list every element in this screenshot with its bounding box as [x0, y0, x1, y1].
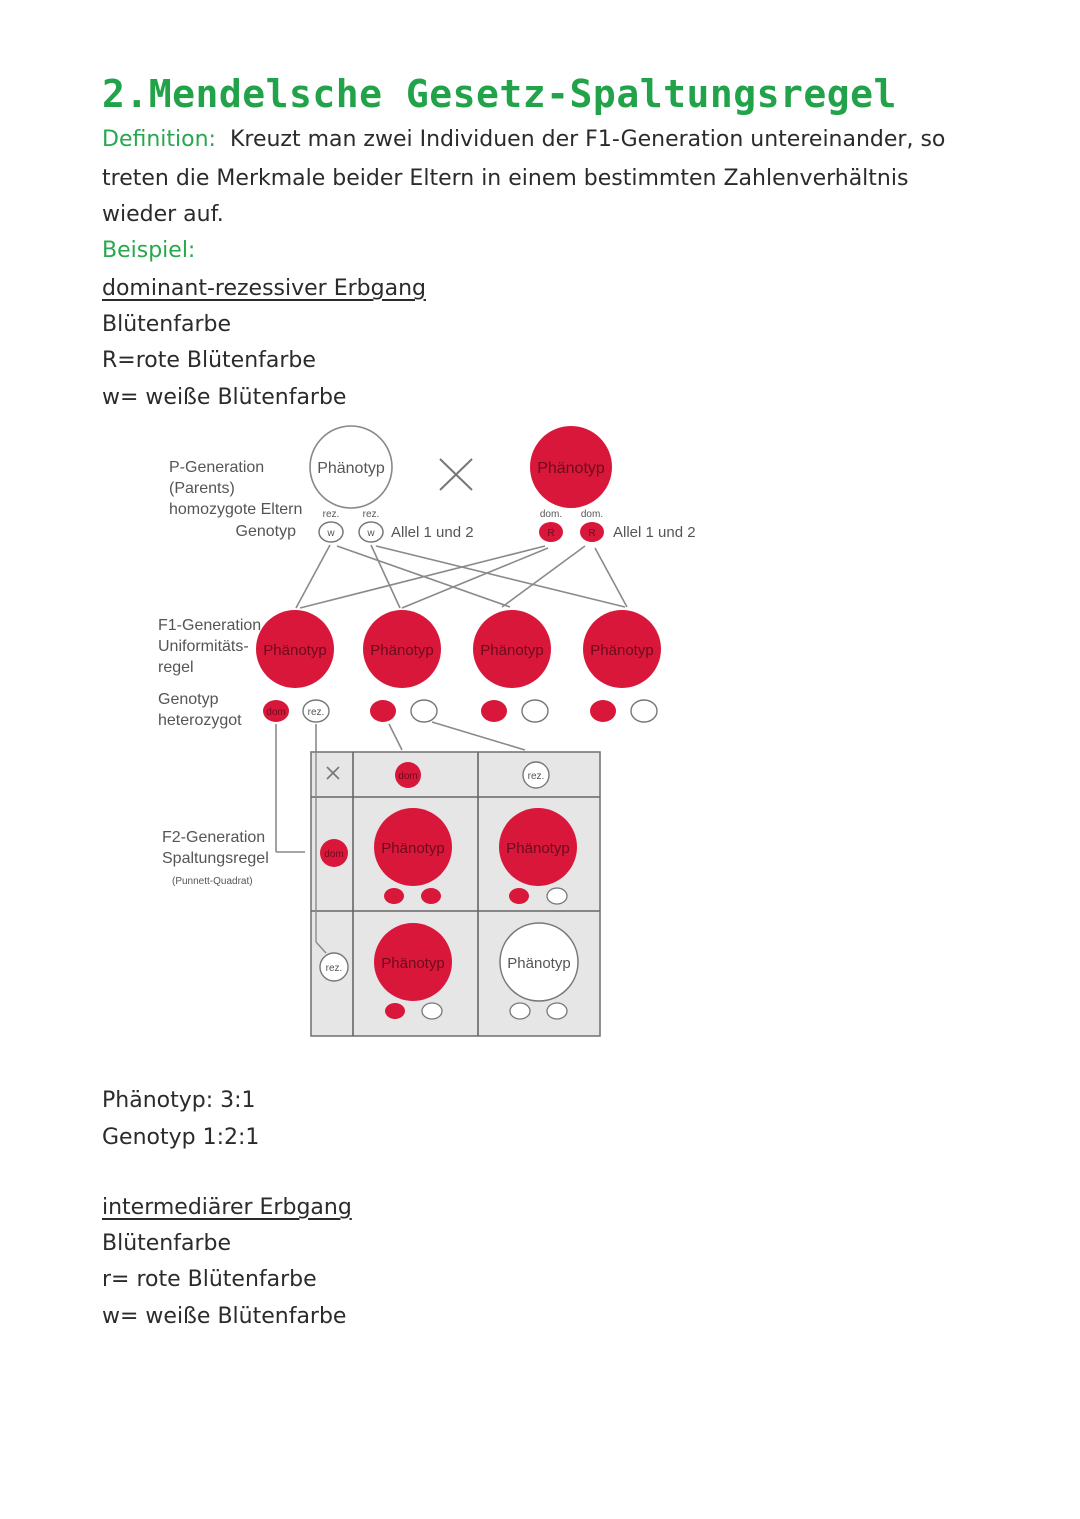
- allele-dom: [421, 888, 441, 904]
- f1-phenotype-label: Phänotyp: [370, 642, 434, 659]
- red-parent-phenotype: Phänotyp: [537, 460, 605, 477]
- punnett-square-label: (Punnett-Quadrat): [172, 876, 253, 887]
- allele-R-label: R: [588, 528, 596, 539]
- f1-phenotype-label: Phänotyp: [480, 642, 544, 659]
- f1-rule-label: regel: [158, 659, 194, 676]
- allele-w-label: w: [367, 528, 375, 539]
- definition-line-2: treten die Merkmale beider Eltern in einem bestimmten Zahlenverhältnis: [102, 166, 909, 191]
- genotype-ratio: Genotyp 1:2:1: [102, 1125, 260, 1150]
- allele-tag: dom.: [580, 509, 604, 520]
- f2-cell-ww-label: Phänotyp: [507, 955, 571, 972]
- white-parent: [310, 426, 474, 542]
- p-gen-genotype-label: Genotyp: [235, 523, 296, 540]
- allele-rez: [510, 1003, 530, 1019]
- allele-r-definition: r= rote Blütenfarbe: [102, 1267, 317, 1292]
- f1-rez-allele: [411, 700, 437, 722]
- intermediate-trait: Blütenfarbe: [102, 1231, 232, 1256]
- f1-heterozygous-label: heterozygot: [158, 712, 242, 729]
- intermediate-heading: intermediärer Erbgang: [102, 1195, 352, 1220]
- allele-rez: [547, 1003, 567, 1019]
- allele-w-definition: w= weiße Blütenfarbe: [102, 385, 347, 410]
- f1-dom-allele: [590, 700, 616, 722]
- white-parent-phenotype: Phänotyp: [317, 460, 385, 477]
- f2-cell-RR-label: Phänotyp: [381, 840, 445, 857]
- definition-label: Definition:: [102, 127, 216, 152]
- red-parent: [530, 426, 696, 542]
- definition-line-3: wieder auf.: [102, 202, 224, 227]
- definition-text-1: Kreuzt man zwei Individuen der F1-Generation untereinander, so: [229, 127, 946, 152]
- col-header-rez-label: rez.: [527, 771, 545, 782]
- punnett-square: [311, 752, 600, 1036]
- allele-dom: [384, 888, 404, 904]
- p-generation-labels: [169, 459, 302, 540]
- f1-phenotype-label: Phänotyp: [263, 642, 327, 659]
- f1-genotype-label: Genotyp: [158, 691, 219, 708]
- f2-cell-wR-label: Phänotyp: [381, 955, 445, 972]
- allele-rez: [422, 1003, 442, 1019]
- f1-generation-labels: [158, 617, 261, 729]
- allele-note: Allel 1 und 2: [613, 524, 696, 541]
- allele-dom: [509, 888, 529, 904]
- f1-phenotype-label: Phänotyp: [590, 642, 654, 659]
- allele-dom: [385, 1003, 405, 1019]
- f2-gen-label: F2-Generation: [162, 829, 266, 846]
- allele-w-label: w: [327, 528, 335, 539]
- row-header-rez-label: rez.: [325, 963, 343, 974]
- allele-tag: dom.: [539, 509, 563, 520]
- allele-note: Allel 1 und 2: [391, 524, 474, 541]
- example-label: Beispiel:: [102, 238, 196, 263]
- allele-R-definition: R=rote Blütenfarbe: [102, 348, 316, 373]
- f2-cell-Rw-label: Phänotyp: [506, 840, 570, 857]
- allele-rez: [547, 888, 567, 904]
- f1-uniformity-label: Uniformitäts-: [158, 638, 249, 655]
- phenotype-ratio: Phänotyp: 3:1: [102, 1088, 256, 1113]
- f1-rez-allele: [522, 700, 548, 722]
- f1-gen-label: F1-Generation: [158, 617, 262, 634]
- f1-dom-allele: [481, 700, 507, 722]
- f2-generation-labels: [162, 829, 269, 887]
- dominant-heading: dominant-rezessiver Erbgang: [102, 276, 426, 301]
- cross-icon: [440, 459, 472, 490]
- p-gen-label: P-Generation: [169, 459, 265, 476]
- p-gen-parents-label: (Parents): [169, 480, 235, 497]
- allele-tag: rez.: [362, 509, 380, 520]
- col-header-dom-label: dom: [398, 771, 418, 782]
- allele-R-label: R: [547, 528, 555, 539]
- f1-offspring: [256, 610, 661, 722]
- f1-rez-label: rez.: [307, 707, 325, 718]
- f2-splitting-rule-label: Spaltungsregel: [162, 850, 269, 867]
- allele-w-definition-intermediate: w= weiße Blütenfarbe: [102, 1304, 347, 1329]
- page-title: 2.Mendelsche Gesetz-Spaltungsregel: [102, 72, 897, 116]
- row-header-dom-label: dom: [324, 849, 344, 860]
- allele-tag: rez.: [322, 509, 340, 520]
- f1-dom-label: dom: [266, 707, 286, 718]
- f1-dom-allele: [370, 700, 396, 722]
- f1-rez-allele: [631, 700, 657, 722]
- p-gen-homozygous-label: homozygote Eltern: [169, 501, 303, 518]
- dominant-trait: Blütenfarbe: [102, 312, 232, 337]
